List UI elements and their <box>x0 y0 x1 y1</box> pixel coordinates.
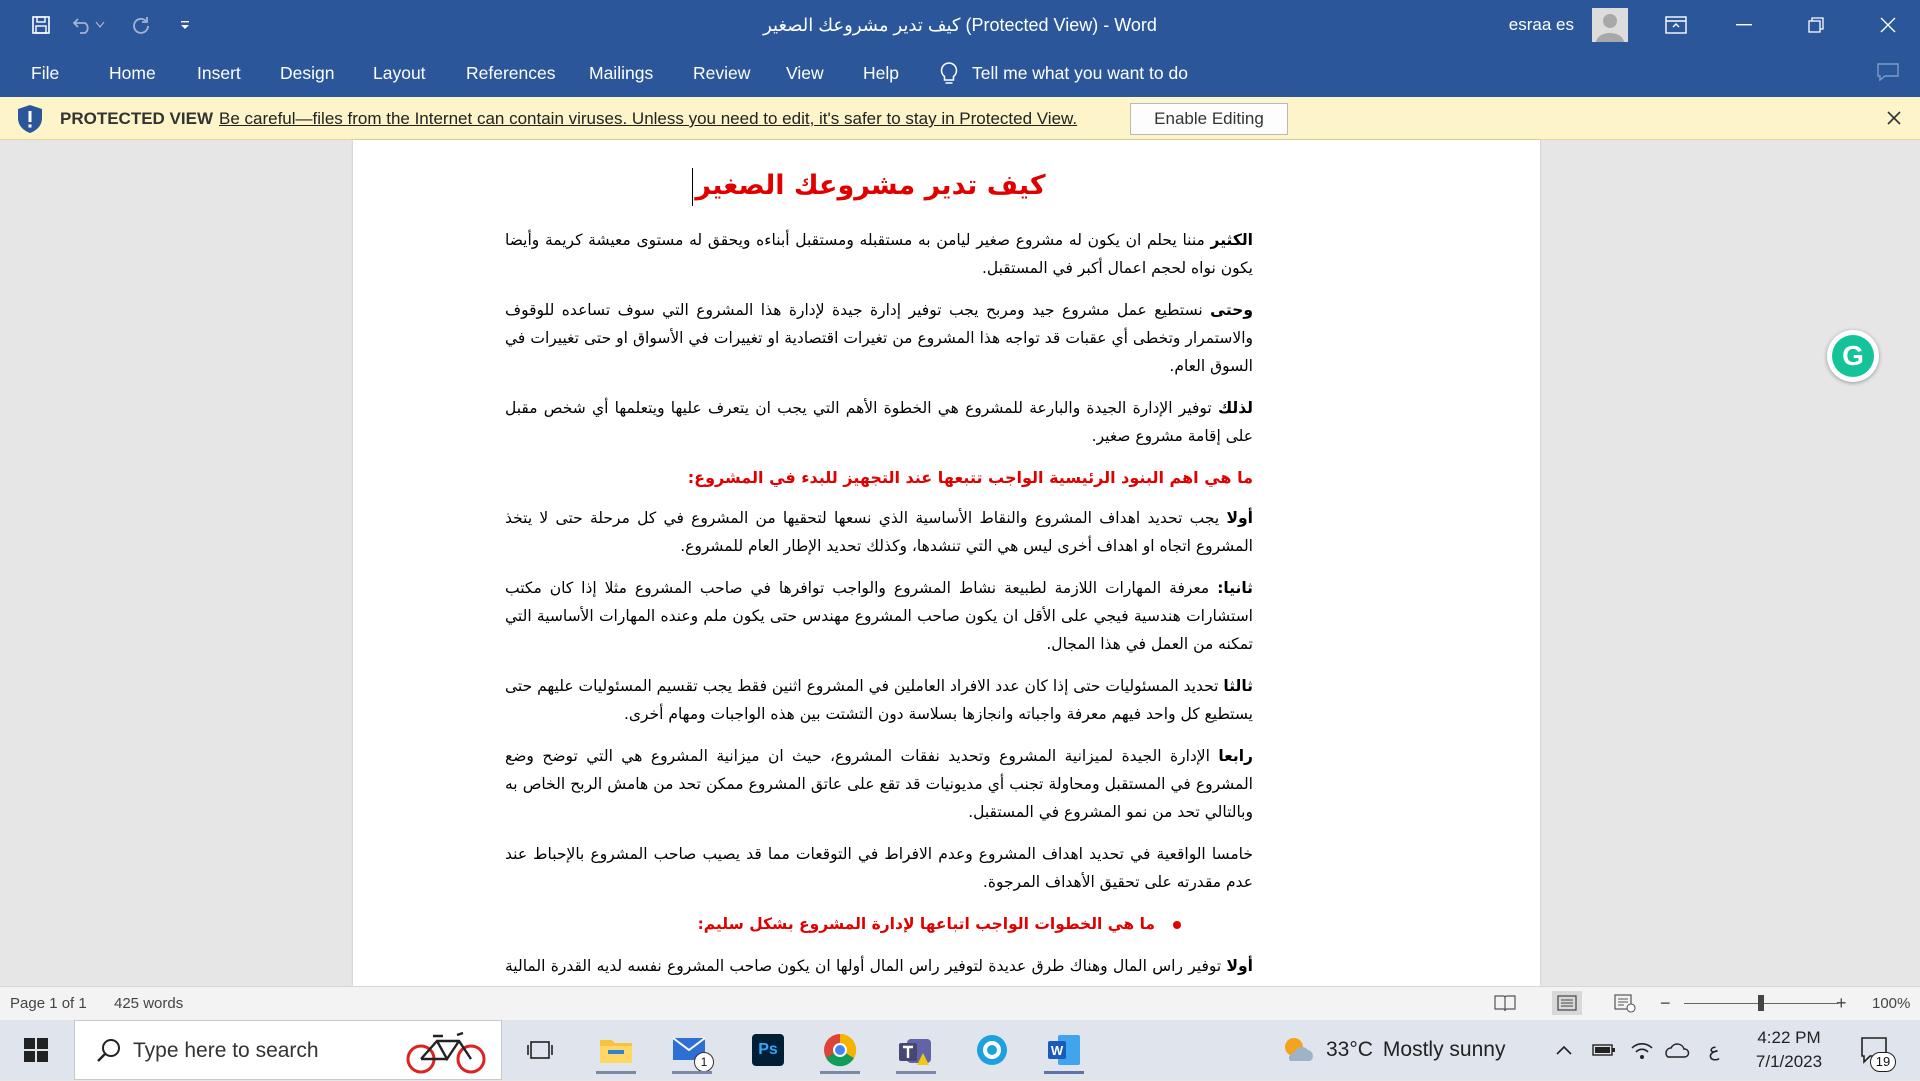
ribbon-display-options-icon[interactable] <box>1644 0 1708 50</box>
lightbulb-icon <box>940 62 958 86</box>
tab-help[interactable]: Help <box>863 63 899 83</box>
title-bar <box>0 0 1920 50</box>
avatar[interactable] <box>1592 8 1628 42</box>
paragraph-lead: لذلك <box>1217 399 1253 417</box>
text-cursor <box>692 168 693 206</box>
photoshop-icon[interactable]: Ps <box>740 1026 796 1074</box>
zoom-slider-thumb[interactable] <box>1758 995 1764 1011</box>
bullet-dot-icon <box>1173 921 1181 929</box>
zoom-in-button[interactable]: + <box>1836 993 1847 1013</box>
paragraph <box>505 394 1253 450</box>
paragraph-text: مننا يحلم ان يكون له مشروع صغير ليامن به مستقبله ومستقبل أبناءه ويحقق له مستوى معيشة كريمة وأيضا يكون نواه لحجم اعمال أكبر في المستقبل. <box>505 231 1253 277</box>
restore-icon[interactable] <box>1784 0 1848 50</box>
paragraph-text: يجب تحديد اهداف المشروع والنقاط الأساسية الذي نسعها لتحقيها من المشروع في كل مرحلة حتى لا يتخذ المشروع اتجاه او اهداف أخرى ليس هي التي تنشدها، وكذلك تحديد الإطار العام للمشروع. <box>505 509 1253 555</box>
paragraph <box>505 574 1253 658</box>
paragraph <box>505 226 1253 282</box>
tab-layout[interactable]: Layout <box>373 63 426 83</box>
paragraph-text: خامسا الواقعية في تحديد اهداف المشروع وعدم الافراط في التوقعات مما قد يصيب صاحب المشروع بالإحباط عند عدم مقدرته على تحقيق الأهداف المرجوة. <box>505 845 1253 891</box>
weather-temp: 33°C <box>1326 1038 1373 1061</box>
active-indicator <box>672 1071 712 1074</box>
zoom-level[interactable]: 100% <box>1872 995 1911 1012</box>
partly-sunny-icon <box>1280 1035 1316 1065</box>
section-heading: ما هي اهم البنود الرئيسية الواجب تتبعها عند التجهيز للبدء في المشروع: <box>687 468 1253 487</box>
close-icon[interactable] <box>1882 106 1906 130</box>
document-page[interactable] <box>353 140 1540 986</box>
ribbon-tabs <box>0 50 1920 97</box>
clock-date: 7/1/2023 <box>1755 1052 1823 1071</box>
active-indicator <box>596 1071 636 1074</box>
notification-count-badge: 19 <box>1870 1052 1896 1072</box>
protected-view-title: PROTECTED VIEW <box>60 109 214 128</box>
paragraph-lead: أولا <box>1226 957 1253 975</box>
document-area <box>0 140 1920 986</box>
battery-icon[interactable] <box>1592 1038 1616 1062</box>
active-indicator <box>1044 1071 1084 1074</box>
tab-file[interactable]: File <box>31 63 60 83</box>
clock[interactable] <box>1744 1026 1834 1074</box>
onedrive-cloud-icon[interactable] <box>1664 1038 1688 1062</box>
paragraph-text: تحديد المسئوليات حتى إذا كان عدد الافراد العاملين في المشروع اثنين فقط يجب تقسيم المسئوليات عليهم حتى يستطيع كل واحد فيهم معرفة واجباته وانجازها بسلاسة دون التشتت بين هذه الواجبات ومهام أخرى. <box>504 677 1253 723</box>
document-title <box>495 166 1243 206</box>
mail-icon[interactable] <box>664 1026 720 1074</box>
mail-badge: 1 <box>694 1052 714 1072</box>
paragraph-lead: رابعا <box>1218 747 1253 765</box>
paragraph-text: الإدارة الجيدة لميزانية المشروع وتحديد نفقات المشروع، حيث ان ميزانية المشروع هي التي توضح وضع المشروع في المستقبل ومحاولة تجنب أي مديونيات قد تقع على عاتق المشروع ممكن تحد من هامش الربح الخاص به وبالتالي تحد من نمو المشروع في المستقبل. <box>505 747 1253 821</box>
input-language-indicator[interactable]: ع <box>1708 1039 1720 1060</box>
paragraph-text: نستطيع عمل مشروع جيد ومربح يجب توفير إدارة جيدة لإدارة هذا المشروع التي سوف تساعده للوقوف والاستمرار وتخطى أي عقبات قد تواجه هذا المشروع من تغيرات اقتصادية او تغييرات في الأسواق او حتى تغييرات في السوق العام. <box>505 301 1253 375</box>
zoom-out-button[interactable]: − <box>1660 993 1671 1013</box>
show-hidden-icons-icon[interactable] <box>1552 1038 1576 1062</box>
print-layout-icon[interactable] <box>1552 991 1582 1015</box>
weather-widget[interactable] <box>1280 1020 1505 1080</box>
enable-editing-button[interactable]: Enable Editing <box>1130 103 1288 135</box>
tab-insert[interactable]: Insert <box>197 63 241 83</box>
status-bar <box>0 986 1920 1020</box>
grammarly-icon[interactable] <box>1827 330 1879 382</box>
window-title: كيف تدير مشروعك الصغير (Protected View) - Word <box>763 15 1157 35</box>
word-icon[interactable] <box>1036 1026 1092 1074</box>
paragraph-lead: ثانيا: <box>1217 579 1253 597</box>
read-mode-icon[interactable] <box>1494 993 1516 1013</box>
paragraph-lead: وحتى <box>1210 301 1253 319</box>
user-name[interactable]: esraa es <box>1508 15 1574 34</box>
paragraph-lead: ثالثا <box>1223 677 1253 695</box>
close-icon[interactable] <box>1856 0 1920 50</box>
bicycle-icon <box>401 1027 491 1075</box>
search-icon <box>95 1037 123 1065</box>
tab-references[interactable]: References <box>466 63 556 83</box>
paragraph <box>505 672 1253 728</box>
paragraph-text: توفير الإدارة الجيدة والبارعة للمشروع هي الخطوة الأهم التي يجب ان يتعرف عليها ويتعلمها أي شخص مقبل على إقامة مشروع صغير. <box>505 399 1253 445</box>
tab-design[interactable]: Design <box>280 63 335 83</box>
shield-icon <box>16 104 44 134</box>
paragraph-text: توفير راس المال وهناك طرق عديدة لتوفير راس المال أولها ان يكون صاحب المشروع نفسه لديه القدرة المالية <box>505 957 1222 975</box>
file-explorer-icon[interactable] <box>588 1026 644 1074</box>
chrome-icon[interactable] <box>812 1026 868 1074</box>
paragraph <box>505 296 1253 380</box>
clock-time: 4:22 PM <box>1757 1028 1821 1047</box>
paragraph <box>505 742 1253 826</box>
page-count[interactable]: Page 1 of 1 <box>10 995 87 1012</box>
minimize-icon[interactable] <box>1712 0 1776 50</box>
word-count[interactable]: 425 words <box>114 995 184 1012</box>
grammarly-logo: G <box>1832 335 1874 377</box>
svg-text:W: W <box>1050 1043 1064 1058</box>
paragraph <box>505 840 1253 896</box>
weather-text: Mostly sunny <box>1382 1038 1506 1061</box>
tab-mailings[interactable]: Mailings <box>589 63 654 83</box>
tab-review[interactable]: Review <box>693 63 751 83</box>
paragraph-text: معرفة المهارات اللازمة لطبيعة نشاط المشروع والواجب توافرها في صاحب المشروع مثلا إذا كان مكتب استشارات هندسية فيجي على الأقل ان يكون صاحب المشروع مهندس حتى يكون ملم وعنده المهارات الأساسية التي تمكنه من العمل في هذا المجال. <box>505 579 1253 653</box>
document-content <box>505 140 1253 1050</box>
bullet-heading <box>505 910 1181 938</box>
paragraph <box>505 504 1253 560</box>
protected-view-message-link[interactable]: Be careful—files from the Internet can contain viruses. Unless you need to edit, it's safer to stay in Protected View. <box>219 109 1078 128</box>
taskbar-search-box[interactable] <box>74 1020 502 1080</box>
teams-icon[interactable] <box>888 1026 944 1074</box>
tell-me-label: Tell me what you want to do <box>972 63 1188 83</box>
search-placeholder: Type here to search <box>133 1039 319 1062</box>
comments-icon[interactable] <box>1876 62 1900 82</box>
taskbar <box>0 1020 1920 1080</box>
paragraph-lead: الكثير <box>1210 231 1253 249</box>
active-indicator <box>820 1071 860 1074</box>
tab-home[interactable]: Home <box>109 63 156 83</box>
active-indicator <box>896 1071 936 1074</box>
protected-view-bar <box>0 97 1920 140</box>
bullet-heading-text: ما هي الخطوات الواجب اتباعها لإدارة المشروع بشكل سليم: <box>697 915 1155 933</box>
paragraph-lead: أولا <box>1226 509 1253 527</box>
tell-me-search[interactable] <box>940 50 1188 97</box>
tab-view[interactable]: View <box>786 63 824 83</box>
web-layout-icon[interactable] <box>1614 993 1636 1013</box>
wifi-icon[interactable] <box>1630 1038 1654 1062</box>
app-icon[interactable] <box>964 1026 1020 1074</box>
document-title-text: كيف تدير مشروعك الصغير <box>695 170 1046 201</box>
task-view-icon[interactable] <box>512 1026 568 1074</box>
windows-start-icon[interactable] <box>0 1020 72 1080</box>
